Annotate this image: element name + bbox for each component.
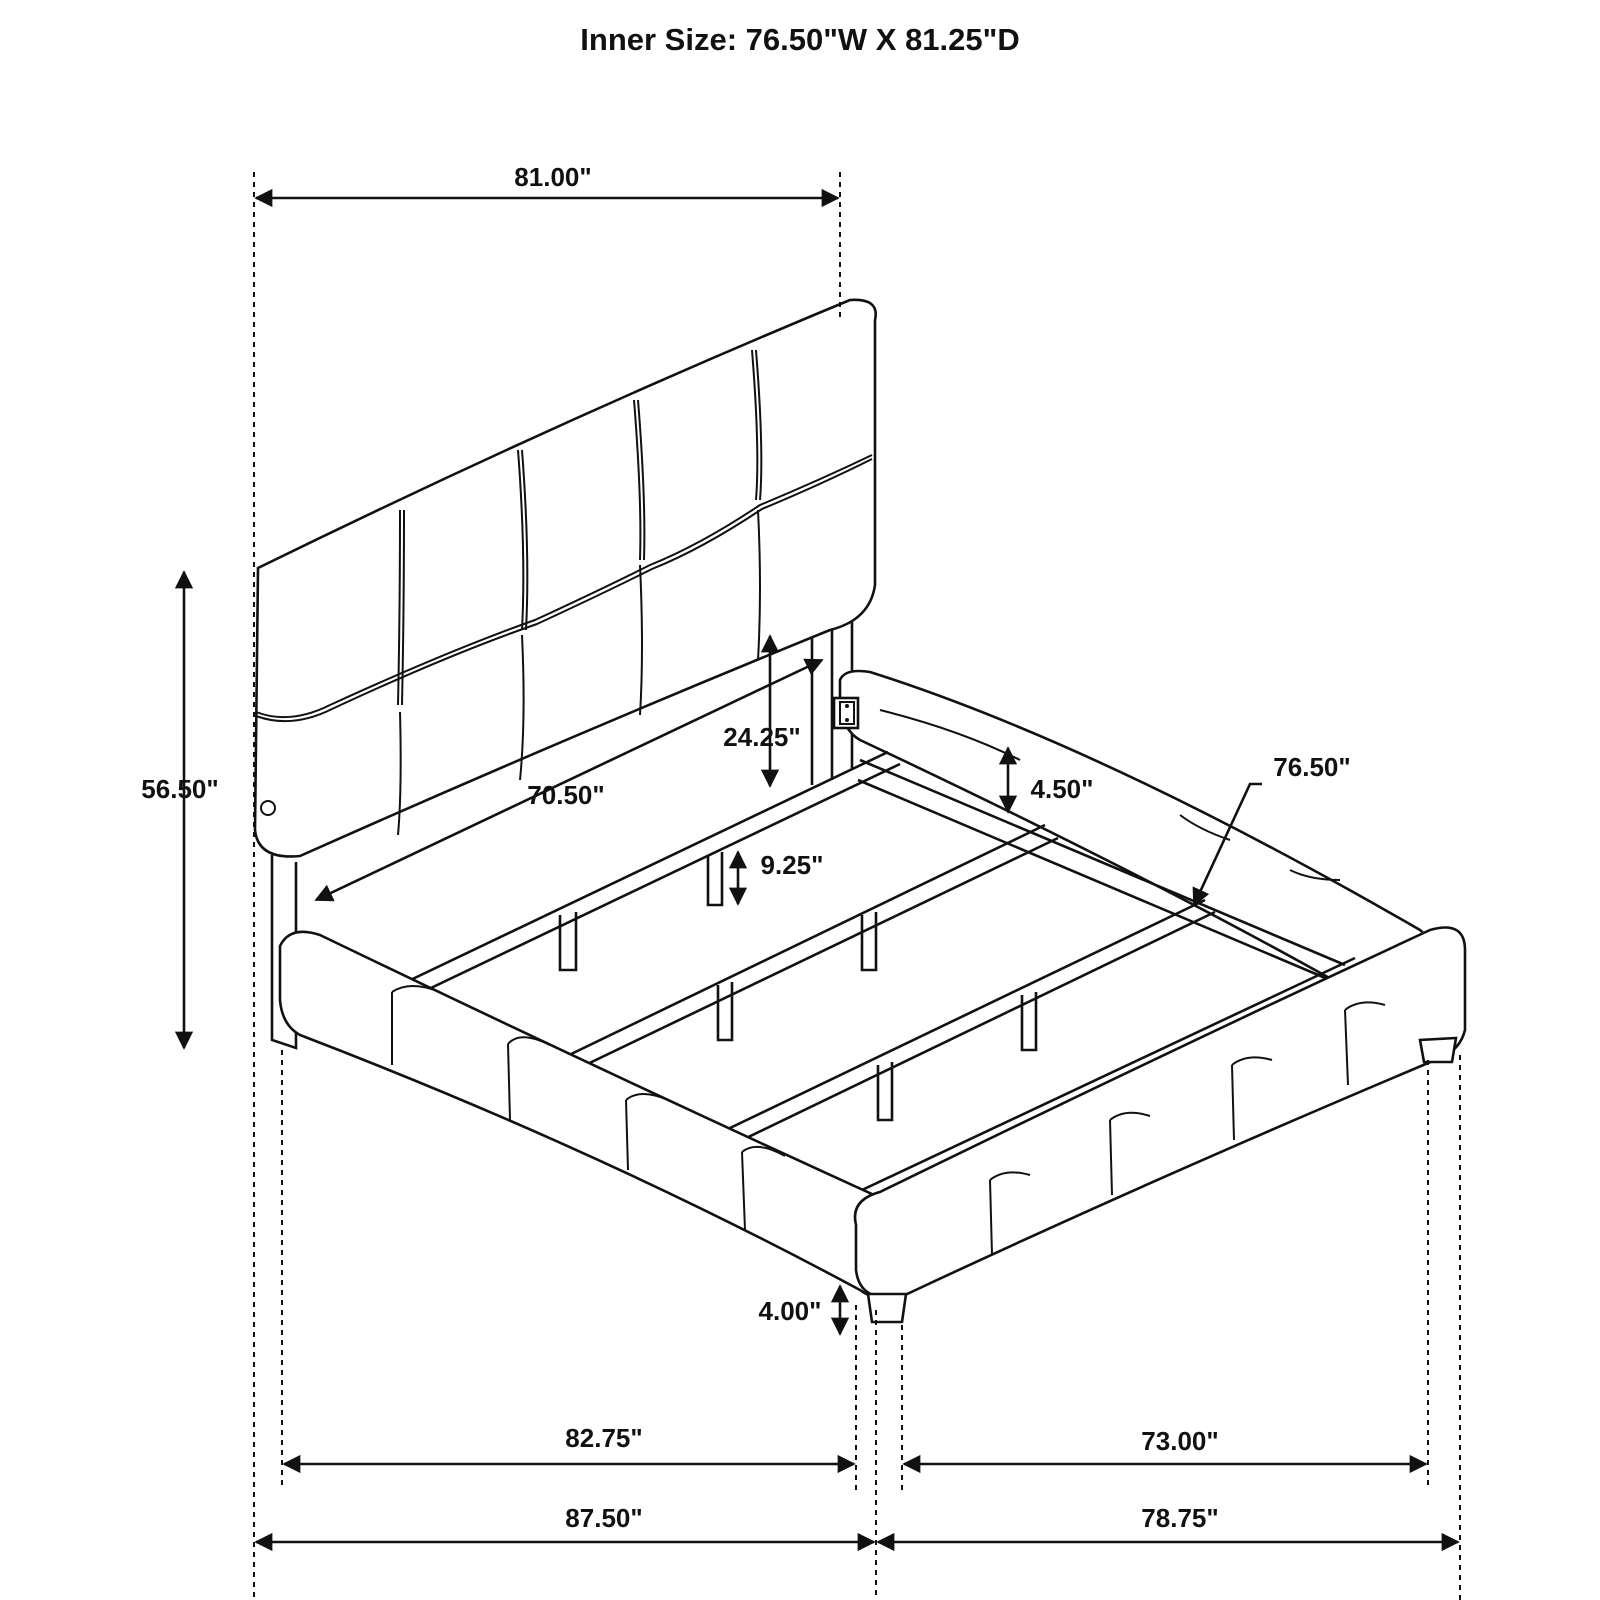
label-side-length-outer: 87.50"	[565, 1503, 643, 1533]
label-side-rail-height: 4.50"	[1030, 774, 1094, 804]
label-leg-height: 4.00"	[758, 1296, 822, 1326]
bed-illustration	[255, 300, 1465, 1322]
label-side-length-inner: 82.75"	[565, 1423, 643, 1453]
label-inner-width: 76.50"	[1273, 752, 1351, 782]
label-headboard-height: 24.25"	[723, 722, 801, 752]
label-foot-width-inner: 73.00"	[1141, 1426, 1219, 1456]
inner-size-title: Inner Size: 76.50"W X 81.25"D	[580, 22, 1020, 57]
label-foot-width-outer: 78.75"	[1141, 1503, 1219, 1533]
label-under-bed-clearance: 9.25"	[760, 850, 824, 880]
near-side-rail	[280, 932, 902, 1298]
headboard	[255, 300, 876, 857]
label-overall-height: 56.50"	[141, 774, 219, 804]
label-rail-length: 70.50"	[527, 780, 605, 810]
hinge-bracket	[834, 698, 858, 728]
footboard	[855, 928, 1465, 1298]
label-headboard-width: 81.00"	[514, 162, 592, 192]
